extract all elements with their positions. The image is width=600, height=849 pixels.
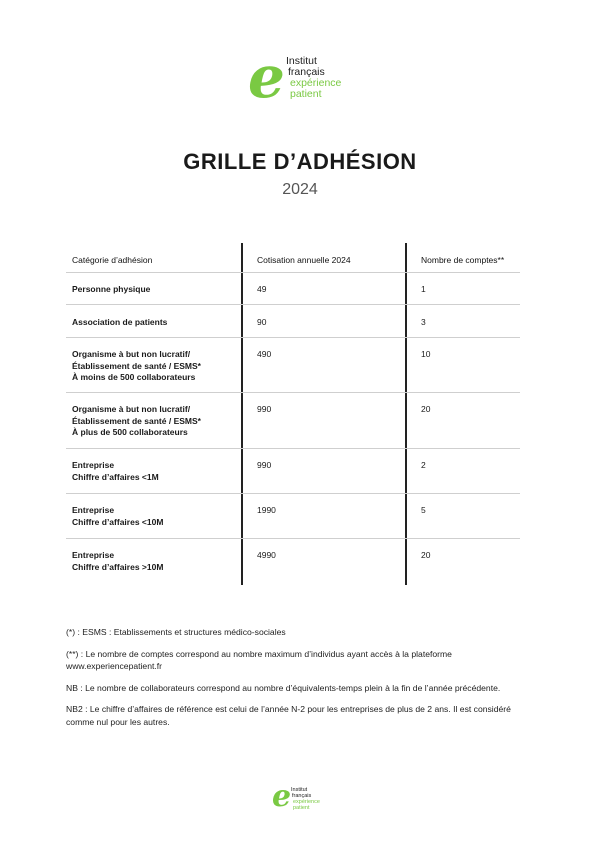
row-category-line: Organisme à but non lucratif/ xyxy=(72,349,191,359)
row-category: Personne physique xyxy=(72,284,151,294)
row-fee: 1990 xyxy=(257,505,276,515)
logo-line-2: français xyxy=(288,66,325,78)
footer-logo-line-3: expérience xyxy=(293,799,320,805)
row-category: Association de patients xyxy=(72,317,168,327)
row-category xyxy=(72,404,201,439)
row-category-line: Établissement de santé / ESMS* xyxy=(72,415,201,426)
row-accounts: 10 xyxy=(421,349,431,359)
note-accounts: (**) : Le nombre de comptes correspond au nombre maximum d’individus ayant accès à la plateforme www.experiencepatient.fr xyxy=(66,648,452,671)
footnotes xyxy=(66,626,536,737)
row-accounts: 20 xyxy=(421,550,431,560)
row-fee: 490 xyxy=(257,349,272,359)
row-category-line: Entreprise xyxy=(72,505,115,515)
page-year: 2024 xyxy=(282,181,318,198)
row-fee: 990 xyxy=(257,404,272,414)
row-category xyxy=(72,505,163,528)
logo-e-glyph: e xyxy=(248,43,285,111)
row-fee: 4990 xyxy=(257,550,276,560)
logo-line-3: expérience xyxy=(290,77,342,89)
row-category-line: Entreprise xyxy=(72,550,115,560)
header-category: Catégorie d’adhésion xyxy=(72,255,153,265)
table-row xyxy=(66,538,520,586)
row-category-line: Organisme à but non lucratif/ xyxy=(72,404,191,414)
row-category xyxy=(72,349,201,384)
row-category-line: Chiffre d’affaires <10M xyxy=(72,516,164,527)
table-row xyxy=(66,493,520,539)
page-title: GRILLE D’ADHÉSION xyxy=(183,149,417,174)
header-accounts: Nombre de comptes** xyxy=(421,255,505,265)
row-accounts: 20 xyxy=(421,404,431,414)
table-row xyxy=(66,448,520,494)
footer-logo xyxy=(272,779,332,814)
row-category xyxy=(72,550,163,573)
row-category-line: Chiffre d’affaires >10M xyxy=(72,561,164,572)
row-accounts: 1 xyxy=(421,284,426,294)
row-accounts: 3 xyxy=(421,317,426,327)
footer-logo-line-2: français xyxy=(292,793,312,799)
table-row xyxy=(66,272,520,305)
row-category-line: Établissement de santé / ESMS* xyxy=(72,360,201,371)
row-category-line: À plus de 500 collaborateurs xyxy=(72,427,188,437)
logo-line-4: patient xyxy=(290,88,322,100)
row-fee: 990 xyxy=(257,460,272,470)
row-fee: 90 xyxy=(257,317,267,327)
table-row xyxy=(66,392,520,449)
table-row xyxy=(66,304,520,338)
row-category-line: Entreprise xyxy=(72,460,115,470)
footer-logo-line-4: patient xyxy=(293,805,310,811)
row-category-line: À moins de 500 collaborateurs xyxy=(72,372,196,382)
header-fee: Cotisation annuelle 2024 xyxy=(257,255,351,265)
row-fee: 49 xyxy=(257,284,267,294)
row-accounts: 2 xyxy=(421,460,426,470)
row-category xyxy=(72,460,159,483)
table-row xyxy=(66,337,520,393)
row-accounts: 5 xyxy=(421,505,426,515)
note-nb2: NB2 : Le chiffre d’affaires de référence est celui de l’année N-2 pour les entreprises de plus de 2 ans. Il est considéré comme nul pour les autres. xyxy=(66,704,511,727)
row-category-line: Chiffre d’affaires <1M xyxy=(72,471,159,482)
note-nb: NB : Le nombre de collaborateurs correspond au nombre d’équivalents-temps plein à la fin de l’année précédente. xyxy=(66,682,501,693)
footer-logo-e-glyph: e xyxy=(272,779,292,814)
footer-logo-line-1: Institut xyxy=(291,787,308,793)
note-esms: (*) : ESMS : Etablissements et structures médico-sociales xyxy=(66,627,286,637)
logo-line-1: Institut xyxy=(286,55,317,67)
institut-logo xyxy=(248,43,358,111)
